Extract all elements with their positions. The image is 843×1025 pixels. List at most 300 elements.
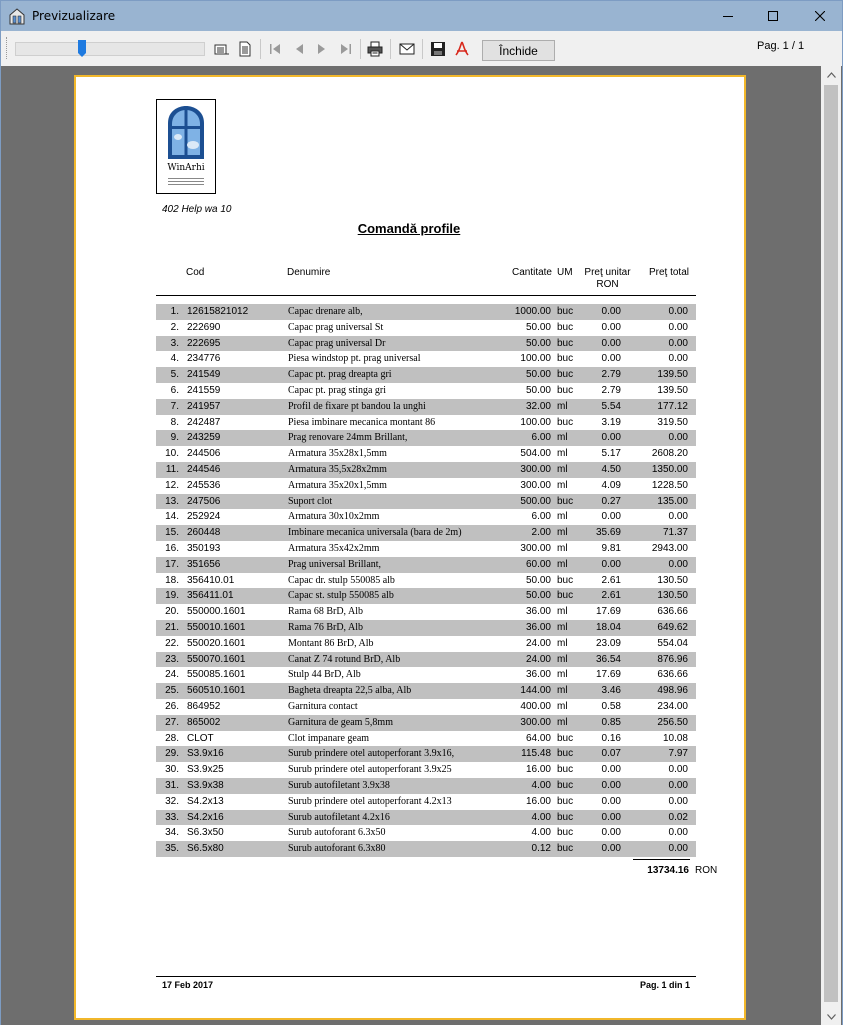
row-code: 247506 xyxy=(187,495,221,507)
report-page xyxy=(74,75,746,1020)
row-quantity: 64.00 xyxy=(525,732,551,744)
minimize-icon xyxy=(723,11,733,21)
row-quantity: 36.00 xyxy=(525,606,551,618)
maximize-icon xyxy=(768,11,778,21)
row-code: 550070.1601 xyxy=(187,653,246,665)
row-number: 22. xyxy=(165,637,179,649)
row-description: Capac drenare alb, xyxy=(288,306,363,317)
scroll-down-icon[interactable] xyxy=(821,1008,841,1025)
row-unit-price: 35.69 xyxy=(595,527,621,539)
row-quantity: 16.00 xyxy=(525,795,551,807)
table-row xyxy=(156,604,696,620)
row-number: 26. xyxy=(165,700,179,712)
row-quantity: 60.00 xyxy=(525,558,551,570)
table-row xyxy=(156,573,696,589)
row-code: 351656 xyxy=(187,558,221,570)
row-unit: ml xyxy=(557,448,568,460)
row-quantity: 6.00 xyxy=(531,432,551,444)
row-code: S4.2x16 xyxy=(187,811,224,823)
table-row xyxy=(156,383,696,399)
row-unit-price: 23.09 xyxy=(595,637,621,649)
pdf-icon[interactable] xyxy=(454,41,470,57)
toolbar-separator xyxy=(260,39,261,59)
row-description: Rama 76 BrD, Alb xyxy=(288,621,363,633)
row-code: 252924 xyxy=(187,511,221,523)
row-code: 550010.1601 xyxy=(187,621,246,633)
row-total-price: 0.00 xyxy=(668,353,688,365)
row-quantity: 504.00 xyxy=(520,448,551,460)
row-unit: buc xyxy=(557,795,574,807)
row-unit: buc xyxy=(557,732,574,744)
row-unit: ml xyxy=(557,432,568,444)
row-total-price: 319.50 xyxy=(657,416,688,428)
row-unit: buc xyxy=(557,337,574,349)
row-quantity: 300.00 xyxy=(520,716,551,728)
row-number: 34. xyxy=(165,827,179,839)
footer-divider xyxy=(156,976,696,977)
row-unit-price: 17.69 xyxy=(595,606,621,618)
last-page-icon[interactable] xyxy=(338,41,354,57)
row-total-price: 554.04 xyxy=(657,637,688,649)
row-quantity: 6.00 xyxy=(531,511,551,523)
row-unit: buc xyxy=(557,495,574,507)
scrollbar-thumb[interactable] xyxy=(824,85,838,1002)
row-number: 14. xyxy=(165,511,179,523)
row-quantity: 1000.00 xyxy=(514,306,551,317)
row-total-price: 130.50 xyxy=(657,590,688,602)
row-unit-price: 4.50 xyxy=(601,463,621,475)
row-code: 560510.1601 xyxy=(187,685,246,697)
row-number: 31. xyxy=(165,779,179,791)
row-total-price: 0.00 xyxy=(668,795,688,807)
page-indicator: Pag. 1 / 1 xyxy=(757,40,805,52)
toolbar-separator xyxy=(422,39,423,59)
row-unit: buc xyxy=(557,748,574,760)
row-total-price: 177.12 xyxy=(657,400,688,412)
previous-page-icon[interactable] xyxy=(291,41,307,57)
row-description: Canat Z 74 rotund BrD, Alb xyxy=(288,653,401,665)
row-unit-price: 2.79 xyxy=(601,384,621,396)
table-row xyxy=(156,320,696,336)
row-total-price: 256.50 xyxy=(657,716,688,728)
window-title: Previzualizare xyxy=(32,9,116,23)
row-number: 18. xyxy=(165,574,179,586)
row-number: 35. xyxy=(165,843,179,855)
close-preview-button[interactable]: Închide xyxy=(482,40,555,61)
row-unit-price: 18.04 xyxy=(595,621,621,633)
row-code: 241549 xyxy=(187,369,221,381)
row-quantity: 50.00 xyxy=(525,337,551,349)
row-unit-price: 0.16 xyxy=(601,732,621,744)
row-quantity: 300.00 xyxy=(520,479,551,491)
toolbar-grip[interactable] xyxy=(6,37,8,59)
row-quantity: 50.00 xyxy=(525,590,551,602)
row-total-price: 636.66 xyxy=(657,606,688,618)
row-unit: buc xyxy=(557,369,574,381)
col-header-denumire: Denumire xyxy=(287,267,331,278)
row-code: 222690 xyxy=(187,321,221,333)
row-unit: ml xyxy=(557,669,568,681)
row-description: Piesa windstop pt. prag universal xyxy=(288,353,421,365)
row-unit-price: 0.27 xyxy=(601,495,621,507)
row-unit-price: 0.00 xyxy=(601,795,621,807)
table-row xyxy=(156,509,696,525)
row-number: 30. xyxy=(165,764,179,776)
table-row xyxy=(156,430,696,446)
row-description: Garnitura de geam 5,8mm xyxy=(288,716,393,728)
row-code: 350193 xyxy=(187,542,221,554)
row-total-price: 2943.00 xyxy=(651,542,688,554)
table-row xyxy=(156,478,696,494)
row-description: Capac pt. prag stinga gri xyxy=(288,384,387,396)
row-total-price: 1228.50 xyxy=(651,479,688,491)
row-unit-price: 17.69 xyxy=(595,669,621,681)
row-unit-price: 0.00 xyxy=(601,811,621,823)
row-code: 12615821012 xyxy=(187,306,249,317)
zoom-slider-thumb[interactable] xyxy=(78,40,86,58)
row-quantity: 50.00 xyxy=(525,369,551,381)
row-quantity: 50.00 xyxy=(525,384,551,396)
row-quantity: 300.00 xyxy=(520,542,551,554)
row-description: Prag renovare 24mm Brillant, xyxy=(288,432,408,444)
company-logo xyxy=(156,99,216,194)
row-quantity: 0.12 xyxy=(531,843,551,855)
row-number: 28. xyxy=(165,732,179,744)
row-number: 4. xyxy=(170,353,179,365)
row-unit-price: 3.19 xyxy=(601,416,621,428)
logo-tagline xyxy=(168,178,204,179)
email-icon[interactable] xyxy=(399,41,415,57)
row-quantity: 4.00 xyxy=(531,811,551,823)
table-row xyxy=(156,336,696,352)
row-code: CLOT xyxy=(187,732,214,744)
row-unit-price: 5.17 xyxy=(601,448,621,460)
row-code: 241957 xyxy=(187,400,221,412)
page-width-icon[interactable] xyxy=(214,41,230,57)
row-unit-price: 0.00 xyxy=(601,321,621,333)
row-total-price: 234.00 xyxy=(657,700,688,712)
row-unit: ml xyxy=(557,700,568,712)
row-total-price: 0.00 xyxy=(668,432,688,444)
row-total-price: 139.50 xyxy=(657,369,688,381)
row-number: 9. xyxy=(170,432,179,444)
row-unit-price: 2.79 xyxy=(601,369,621,381)
table-row xyxy=(156,557,696,573)
logo-text: WinArhi xyxy=(167,163,205,173)
maximize-button[interactable] xyxy=(750,1,796,31)
row-code: 242487 xyxy=(187,416,221,428)
row-total-price: 498.96 xyxy=(657,685,688,697)
row-unit: buc xyxy=(557,827,574,839)
row-code: 245536 xyxy=(187,479,221,491)
row-code: S3.9x38 xyxy=(187,779,224,791)
table-row xyxy=(156,778,696,794)
col-header-pret-total: Preţ total xyxy=(648,267,689,278)
row-total-price: 2608.20 xyxy=(651,448,688,460)
table-row xyxy=(156,415,696,431)
row-number: 3. xyxy=(170,337,179,349)
row-total-price: 0.00 xyxy=(668,511,688,523)
row-unit: ml xyxy=(557,479,568,491)
row-total-price: 0.00 xyxy=(668,843,688,855)
row-description: Bagheta dreapta 22,5 alba, Alb xyxy=(288,685,412,697)
row-number: 27. xyxy=(165,716,179,728)
row-code: 864952 xyxy=(187,700,221,712)
table-row xyxy=(156,731,696,747)
row-total-price: 649.62 xyxy=(657,621,688,633)
row-description: Rama 68 BrD, Alb xyxy=(288,606,363,618)
row-quantity: 50.00 xyxy=(525,321,551,333)
row-total-price: 7.97 xyxy=(668,748,688,760)
table-row xyxy=(156,367,696,383)
row-number: 29. xyxy=(165,748,179,760)
row-code: 244546 xyxy=(187,463,221,475)
total-divider xyxy=(633,859,690,860)
row-number: 32. xyxy=(165,795,179,807)
col-header-cod: Cod xyxy=(186,267,205,278)
col-header-pret-unitar-currency: RON xyxy=(596,279,619,290)
print-icon[interactable] xyxy=(367,41,383,57)
zoom-slider-track[interactable] xyxy=(15,42,205,56)
footer-page-number: Pag. 1 din 1 xyxy=(639,980,690,990)
minimize-button[interactable] xyxy=(705,1,751,31)
row-number: 1. xyxy=(170,306,179,317)
row-unit-price: 5.54 xyxy=(601,400,621,412)
row-unit: buc xyxy=(557,779,574,791)
row-total-price: 0.00 xyxy=(668,306,688,317)
toolbar xyxy=(0,31,843,66)
project-name: 402 Help wa 10 xyxy=(162,204,232,215)
table-row xyxy=(156,794,696,810)
row-quantity: 36.00 xyxy=(525,621,551,633)
row-unit: buc xyxy=(557,416,574,428)
row-unit-price: 2.61 xyxy=(601,590,621,602)
row-total-price: 10.08 xyxy=(662,732,688,744)
row-number: 24. xyxy=(165,669,179,681)
table-row xyxy=(156,462,696,478)
vertical-scrollbar[interactable] xyxy=(821,66,841,1025)
row-description: Imbinare mecanica universala (bara de 2m) xyxy=(288,527,462,539)
row-unit: buc xyxy=(557,353,574,365)
row-number: 12. xyxy=(165,479,179,491)
save-icon[interactable] xyxy=(430,41,446,57)
table-row xyxy=(156,351,696,367)
table-row xyxy=(156,825,696,841)
row-description: Armatura 30x10x2mm xyxy=(288,511,380,523)
table-row xyxy=(156,620,696,636)
row-number: 2. xyxy=(170,321,179,333)
table-row xyxy=(156,762,696,778)
logo-tagline xyxy=(168,184,204,185)
row-unit-price: 0.00 xyxy=(601,764,621,776)
scroll-up-icon[interactable] xyxy=(821,66,841,83)
title-bar xyxy=(0,0,843,31)
row-number: 5. xyxy=(170,369,179,381)
row-unit: ml xyxy=(557,637,568,649)
row-code: 550085.1601 xyxy=(187,669,246,681)
row-description: Armatura 35x42x2mm xyxy=(288,542,380,554)
table-row xyxy=(156,304,696,320)
row-total-price: 0.00 xyxy=(668,337,688,349)
table-row xyxy=(156,494,696,510)
row-quantity: 500.00 xyxy=(520,495,551,507)
row-number: 17. xyxy=(165,558,179,570)
table-row xyxy=(156,588,696,604)
window-close-button[interactable] xyxy=(797,1,843,31)
row-unit: ml xyxy=(557,527,568,539)
row-total-price: 71.37 xyxy=(662,527,688,539)
row-unit-price: 2.61 xyxy=(601,574,621,586)
row-unit: ml xyxy=(557,621,568,633)
row-code: 865002 xyxy=(187,716,221,728)
whole-page-icon[interactable] xyxy=(237,41,253,57)
row-code: 356411.01 xyxy=(187,590,234,602)
table-row xyxy=(156,699,696,715)
row-quantity: 36.00 xyxy=(525,669,551,681)
first-page-icon[interactable] xyxy=(267,41,283,57)
row-quantity: 100.00 xyxy=(520,416,551,428)
row-description: Clot impanare geam xyxy=(288,732,370,744)
table-row xyxy=(156,446,696,462)
row-unit-price: 0.00 xyxy=(601,843,621,855)
row-description: Stulp 44 BrD, Alb xyxy=(288,669,361,681)
row-description: Surub autofiletant 3.9x38 xyxy=(288,779,390,791)
table-row xyxy=(156,399,696,415)
row-quantity: 400.00 xyxy=(520,700,551,712)
col-header-pret-unitar xyxy=(579,267,636,291)
toolbar-separator xyxy=(390,39,391,59)
row-description: Armatura 35x20x1,5mm xyxy=(288,479,387,491)
row-unit: ml xyxy=(557,511,568,523)
table-row xyxy=(156,541,696,557)
row-description: Capac dr. stulp 550085 alb xyxy=(288,574,395,586)
report-title: Comandă profile xyxy=(357,221,461,236)
row-unit-price: 0.00 xyxy=(601,306,621,317)
row-quantity: 100.00 xyxy=(520,353,551,365)
row-number: 19. xyxy=(165,590,179,602)
row-description: Capac st. stulp 550085 alb xyxy=(288,590,394,602)
row-description: Surub autofiletant 4.2x16 xyxy=(288,811,390,823)
row-unit-price: 3.46 xyxy=(601,685,621,697)
toolbar-separator xyxy=(360,39,361,59)
row-description: Armatura 35x28x1,5mm xyxy=(288,448,387,460)
table-row xyxy=(156,652,696,668)
row-quantity: 32.00 xyxy=(525,400,551,412)
row-unit-price: 0.00 xyxy=(601,558,621,570)
row-number: 8. xyxy=(170,416,179,428)
row-code: S3.9x25 xyxy=(187,764,224,776)
row-quantity: 16.00 xyxy=(525,764,551,776)
row-number: 11. xyxy=(165,463,179,475)
footer-date: 17 Feb 2017 xyxy=(162,980,214,990)
table-row xyxy=(156,667,696,683)
row-number: 21. xyxy=(165,621,179,633)
row-quantity: 300.00 xyxy=(520,463,551,475)
row-unit: ml xyxy=(557,400,568,412)
window-logo-icon xyxy=(166,105,206,160)
row-unit: buc xyxy=(557,764,574,776)
row-quantity: 2.00 xyxy=(531,527,551,539)
row-unit-price: 9.81 xyxy=(601,542,621,554)
row-unit-price: 0.00 xyxy=(601,337,621,349)
row-total-price: 636.66 xyxy=(657,669,688,681)
row-number: 13. xyxy=(165,495,179,507)
row-unit-price: 0.58 xyxy=(601,700,621,712)
row-quantity: 4.00 xyxy=(531,779,551,791)
row-total-price: 130.50 xyxy=(657,574,688,586)
row-total-price: 0.00 xyxy=(668,779,688,791)
row-description: Surub autoforant 6.3x50 xyxy=(288,827,386,839)
row-description: Piesa imbinare mecanica montant 86 xyxy=(288,416,436,428)
row-quantity: 24.00 xyxy=(525,637,551,649)
table-row xyxy=(156,525,696,541)
row-description: Capac pt. prag dreapta gri xyxy=(288,369,392,381)
grand-total: 13734.16 xyxy=(647,865,689,876)
row-unit: ml xyxy=(557,463,568,475)
row-code: S4.2x13 xyxy=(187,795,224,807)
row-description: Prag universal Brillant, xyxy=(288,558,382,570)
next-page-icon[interactable] xyxy=(314,41,330,57)
row-unit-price: 0.00 xyxy=(601,779,621,791)
col-header-cantitate: Cantitate xyxy=(511,267,552,278)
row-code: 550000.1601 xyxy=(187,606,246,618)
row-number: 6. xyxy=(170,384,179,396)
row-unit: ml xyxy=(557,653,568,665)
row-total-price: 1350.00 xyxy=(651,463,688,475)
row-description: Capac prag universal St xyxy=(288,321,384,333)
row-total-price: 0.00 xyxy=(668,558,688,570)
row-number: 16. xyxy=(165,542,179,554)
col-header-pret-unitar-label: Preţ unitar xyxy=(584,267,631,278)
row-total-price: 0.00 xyxy=(668,827,688,839)
row-total-price: 0.02 xyxy=(668,811,688,823)
row-description: Surub prindere otel autoperforant 4.2x13 xyxy=(288,795,452,807)
row-code: S6.5x80 xyxy=(187,843,224,855)
row-unit: buc xyxy=(557,811,574,823)
row-unit-price: 0.00 xyxy=(601,827,621,839)
row-unit-price: 0.07 xyxy=(601,748,621,760)
row-code: 356410.01 xyxy=(187,574,235,586)
row-unit: ml xyxy=(557,716,568,728)
row-description: Garnitura contact xyxy=(288,700,358,712)
row-description: Profil de fixare pt bandou la unghi xyxy=(288,400,426,412)
row-description: Montant 86 BrD, Alb xyxy=(288,637,374,649)
app-icon xyxy=(9,8,25,25)
logo-tagline xyxy=(168,181,204,182)
row-quantity: 144.00 xyxy=(520,685,551,697)
row-unit: buc xyxy=(557,321,574,333)
row-description: Surub prindere otel autoperforant 3.9x16, xyxy=(288,748,455,760)
row-code: 550020.1601 xyxy=(187,637,246,649)
row-code: 244506 xyxy=(187,448,221,460)
row-unit: ml xyxy=(557,606,568,618)
row-code: 222695 xyxy=(187,337,221,349)
order-table-body xyxy=(156,304,696,857)
row-code: 241559 xyxy=(187,384,221,396)
row-unit-price: 4.09 xyxy=(601,479,621,491)
table-row xyxy=(156,683,696,699)
row-number: 33. xyxy=(165,811,179,823)
row-unit: buc xyxy=(557,306,574,317)
row-number: 25. xyxy=(165,685,179,697)
row-quantity: 4.00 xyxy=(531,827,551,839)
row-quantity: 50.00 xyxy=(525,574,551,586)
row-description: Surub autoforant 6.3x80 xyxy=(288,843,386,855)
row-number: 23. xyxy=(165,653,179,665)
row-total-price: 0.00 xyxy=(668,321,688,333)
table-row xyxy=(156,746,696,762)
row-description: Armatura 35,5x28x2mm xyxy=(288,463,387,475)
